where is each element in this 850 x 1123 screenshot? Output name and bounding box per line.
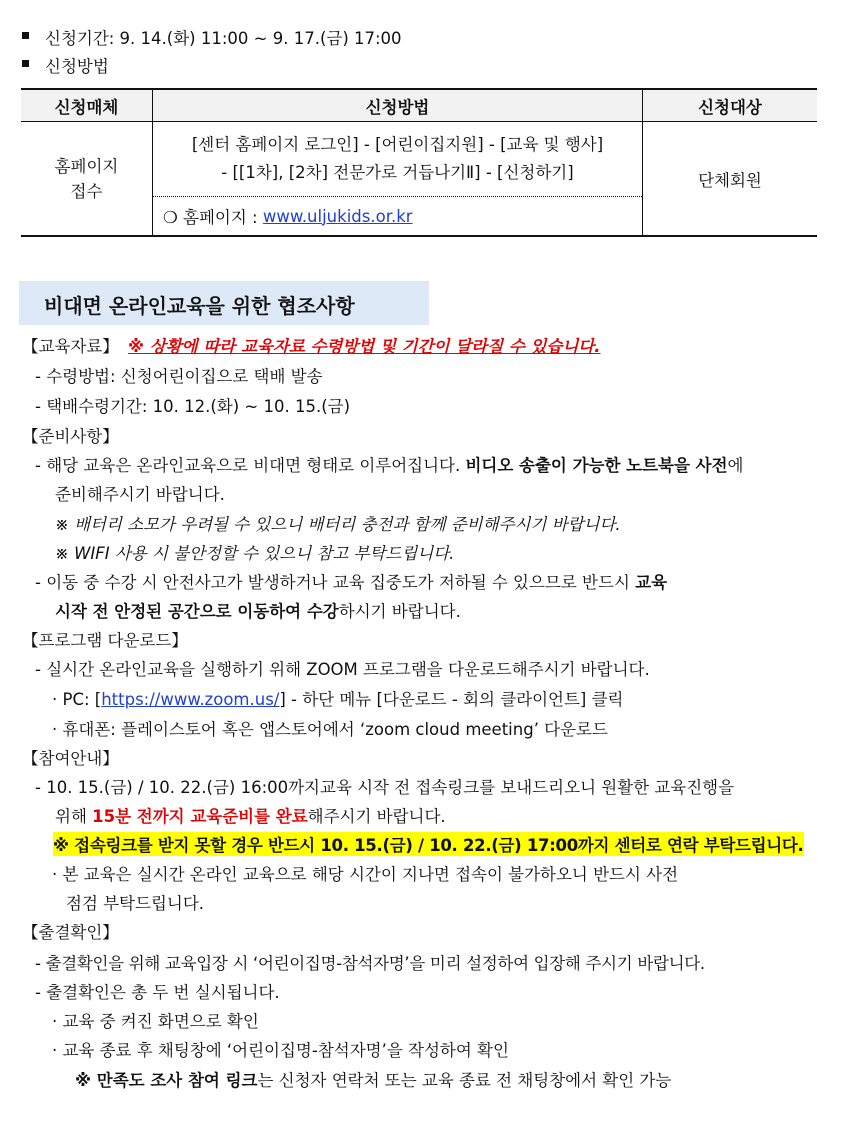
participation-line2: [55, 803, 446, 827]
materials-notice: ※ 상황에 따라 교육자료 수령방법 및 기간이 달라질 수 있습니다.: [128, 337, 601, 356]
prep-line4-bold: 시작 전 안정된 공간으로 이동하여 수강: [55, 602, 339, 621]
bullet-square-icon: [22, 60, 29, 67]
download-pc-line: [52, 686, 624, 710]
materials-line1: - 수령방법: 신청어린이집으로 택배 발송: [35, 367, 323, 386]
homepage-label: ❍ 홈페이지 :: [163, 208, 263, 227]
prep-line1-bold: 비디오 송출이 가능한 노트북을 사전: [465, 456, 728, 475]
download-line1: - 실시간 온라인교육을 실행하기 위해 ZOOM 프로그램을 다운로드해주시기 바랍니다.: [35, 660, 650, 679]
application-period: 신청기간: 9. 14.(화) 11:00 ~ 9. 17.(금) 17:00: [45, 29, 402, 48]
application-table: [21, 88, 817, 237]
participation-line1: - 10. 15.(금) / 10. 22.(금) 16:00까지교육 시작 전 접속링크를 보내드리오니 원활한 교육진행을: [35, 778, 735, 797]
materials-heading-line: [22, 333, 601, 357]
media-cell: [21, 122, 153, 237]
method-line2: - [[1차], [2차] 전문가로 거듭나기Ⅱ] - [신청하기]: [221, 163, 574, 182]
attendance-line3: · 교육 중 켜진 화면으로 확인: [52, 1012, 259, 1031]
survey-link-bold: ※ 만족도 조사 참여 링크: [75, 1071, 258, 1090]
header-target: 신청대상: [643, 89, 818, 122]
prep-line3-text: - 이동 중 수강 시 안전사고가 발생하거나 교육 집중도가 저하될 수 있으므로 반드시: [35, 573, 636, 592]
prep-line3-bold: 교육: [635, 573, 668, 592]
prep-line2: 준비해주시기 바랍니다.: [55, 485, 225, 504]
application-method-title: 신청방법: [45, 57, 109, 76]
attendance-line5-text: 는 신청자 연락처 또는 교육 종료 전 채팅창에서 확인 가능: [257, 1071, 672, 1090]
download-heading: 【프로그램 다운로드】: [22, 631, 188, 650]
prep-line3: [35, 569, 667, 593]
prep-line1-end: 에: [727, 456, 744, 475]
prep-line1-text: - 해당 교육은 온라인교육으로 비대면 형태로 이루어집니다.: [35, 456, 466, 475]
participation-heading: 【참여안내】: [22, 749, 119, 768]
prep-line1: [35, 452, 743, 476]
prep-heading: 【준비사항】: [22, 427, 119, 446]
participation-line2-text: 위해: [55, 807, 93, 826]
materials-heading: 【교육자료】: [22, 337, 119, 356]
header-media: 신청매체: [21, 89, 153, 122]
download-pc-prefix: · PC: [: [52, 690, 102, 709]
attendance-line4: · 교육 종료 후 채팅창에 ‘어린이집명-참석자명’을 작성하여 확인: [52, 1041, 509, 1060]
prep-note-battery: ※ 배터리 소모가 우려될 수 있으니 배터리 충전과 함께 준비해주시기 바랍니다.: [55, 515, 621, 534]
section-title: 비대면 온라인교육을 위한 협조사항: [44, 294, 355, 318]
participation-highlight-notice: ※ 접속링크를 받지 못할 경우 반드시 10. 15.(금) / 10. 22.(금) 17:00까지 센터로 연락 부탁드립니다.: [53, 832, 804, 856]
homepage-row: [153, 197, 642, 235]
media-line2: 접수: [70, 181, 103, 201]
materials-line2: - 택배수령기간: 10. 12.(화) ~ 10. 15.(금): [35, 397, 351, 416]
download-pc-suffix: ] - 하단 메뉴 [다운로드 - 회의 클라이언트] 클릭: [279, 690, 624, 709]
method-path: [153, 122, 642, 197]
participation-line4: 점검 부탁드립니다.: [66, 894, 205, 913]
prep-line4: [55, 598, 461, 622]
participation-line2-end: 해주시기 바랍니다.: [307, 807, 446, 826]
attendance-line5: [75, 1067, 671, 1091]
section-title-box: [19, 281, 429, 325]
target-cell: 단체회원: [643, 122, 818, 237]
participation-line2-red: 15분 전까지 교육준비를 완료: [92, 807, 308, 826]
zoom-download-link[interactable]: https://www.zoom.us/: [101, 690, 280, 709]
header-method: 신청방법: [153, 89, 643, 122]
method-cell: [153, 122, 643, 237]
download-mobile-line: · 휴대폰: 플레이스토어 혹은 앱스토어에서 ‘zoom cloud meeting’ 다운로드: [52, 720, 608, 739]
bullet-square-icon: [22, 32, 29, 39]
attendance-heading: 【출결확인】: [22, 923, 119, 942]
media-line1: 홈페이지: [54, 156, 119, 176]
attendance-line2: - 출결확인은 총 두 번 실시됩니다.: [35, 983, 280, 1002]
participation-line3: · 본 교육은 실시간 온라인 교육으로 해당 시간이 지나면 접속이 불가하오니 반드시 사전: [52, 865, 679, 884]
homepage-link[interactable]: www.uljukids.or.kr: [262, 206, 413, 226]
method-line1: [센터 홈페이지 로그인] - [어린이집지원] - [교육 및 행사]: [191, 135, 604, 154]
prep-note-wifi: ※ WIFI 사용 시 불안정할 수 있으니 참고 부탁드립니다.: [55, 544, 455, 563]
attendance-line1: - 출결확인을 위해 교육입장 시 ‘어린이집명-참석자명’을 미리 설정하여 입장해 주시기 바랍니다.: [35, 954, 705, 973]
prep-line4-text: 하시기 바랍니다.: [338, 602, 461, 621]
